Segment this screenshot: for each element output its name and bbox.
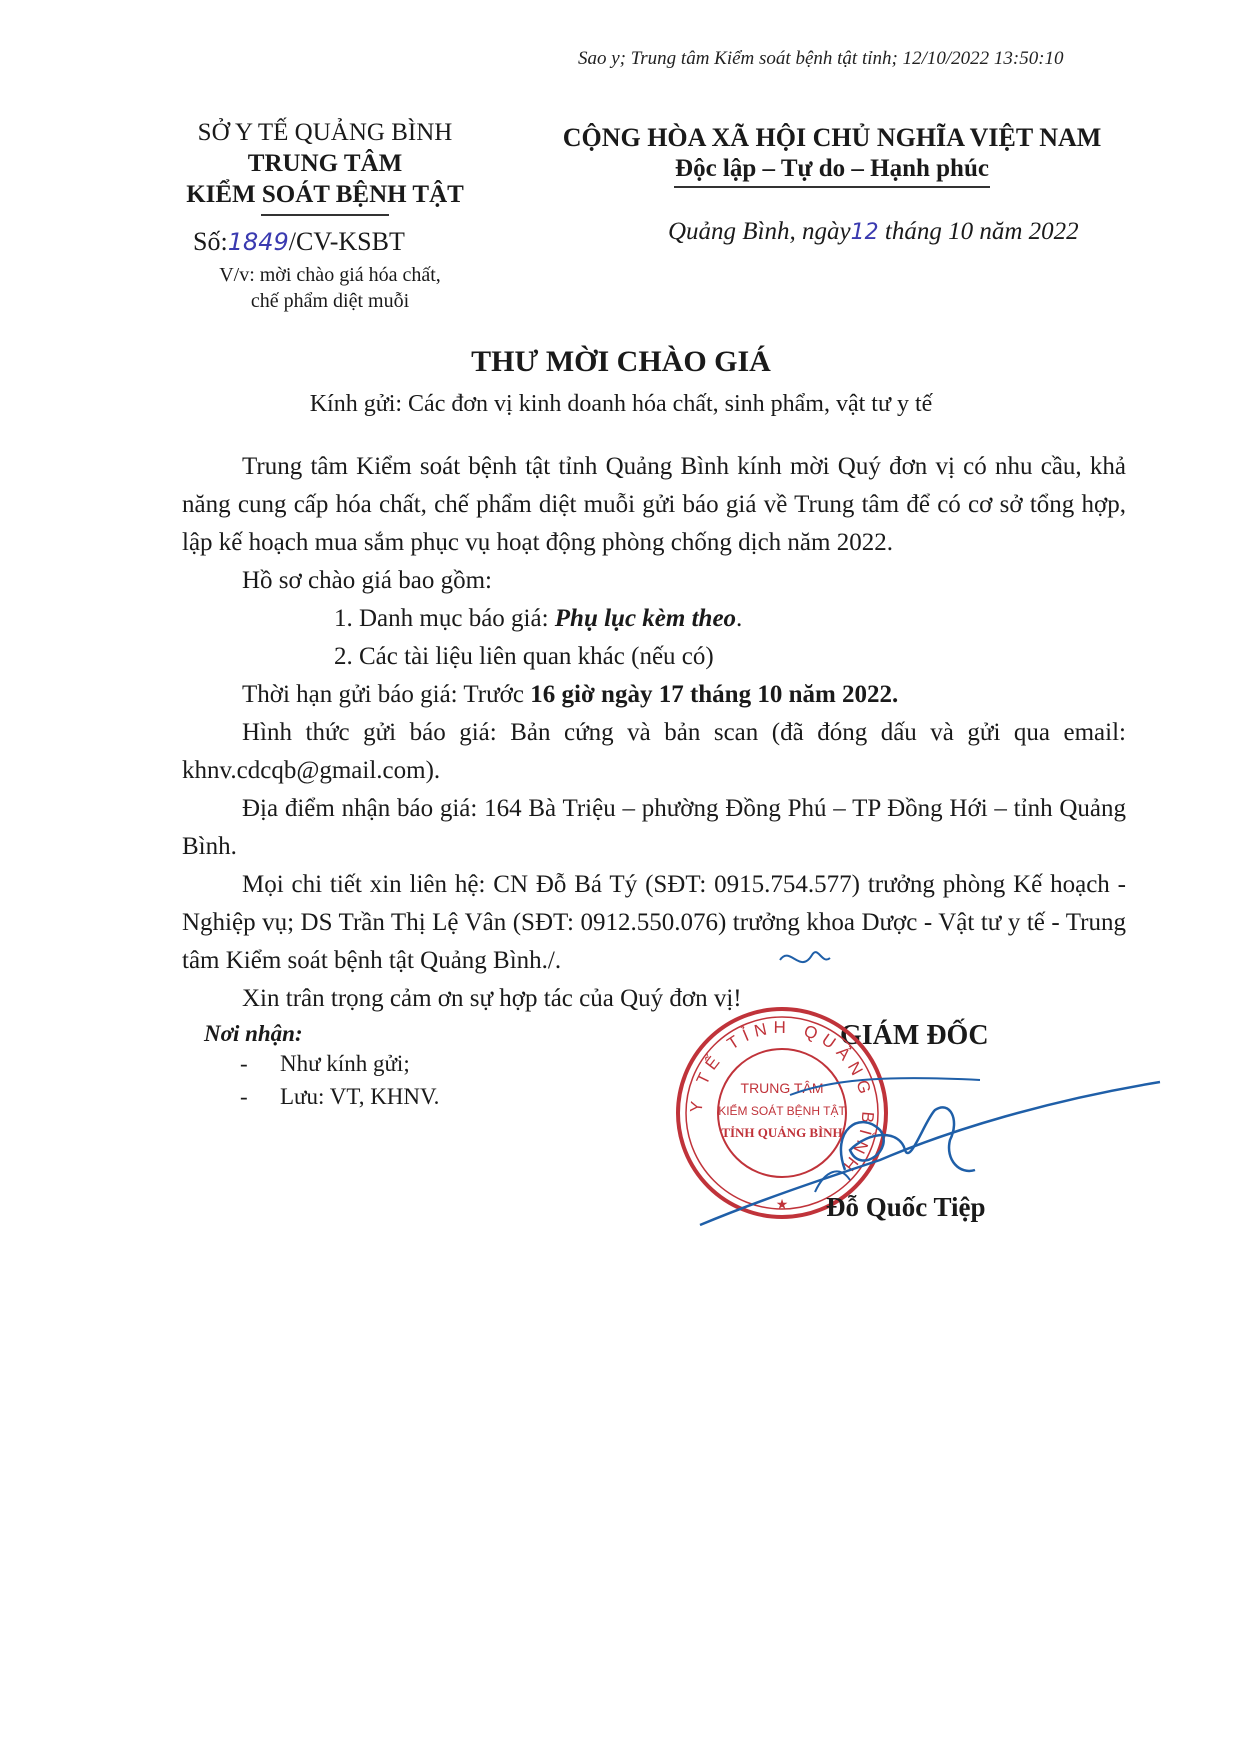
left-header-rule — [261, 214, 389, 216]
date-prefix: Quảng Bình, ngày — [668, 218, 851, 245]
doc-no-prefix: Số: — [193, 227, 228, 256]
recipient-dash-1: - — [240, 1051, 248, 1076]
seal-ring-text: Y TẾ TỈNH QUẢNG BÌNH — [686, 1017, 878, 1180]
unit-name-line1: TRUNG TÂM — [247, 150, 403, 177]
thanks-line: Xin trân trọng cảm ơn sự hợp tác của Quý đơn vị! — [242, 985, 742, 1012]
deadline-prefix: Thời hạn gửi báo giá: Trước — [242, 681, 531, 708]
dossier-item-1 — [182, 600, 1126, 638]
doc-no-handwritten: 1849 — [227, 228, 289, 256]
contact-info: Mọi chi tiết xin liên hệ: CN Đỗ Bá Tý (SĐT: 0915.754.577) trưởng phòng Kế hoạch - Nghiệp vụ; DS Trần Thị Lệ Vân (SĐT: 0912.550.076) trưởng khoa Dược - Vật tư y tế - Trung tâm Kiểm soát bệnh tật Quảng Bình./. — [182, 871, 1126, 974]
recipients-heading: Nơi nhận: — [204, 1021, 303, 1046]
agency-name: SỞ Y TẾ QUẢNG BÌNH — [197, 119, 453, 146]
doc-no-suffix: /CV-KSBT — [288, 227, 405, 256]
recipient-dash-2: - — [240, 1084, 248, 1109]
item1-end: . — [736, 605, 743, 632]
seal-star-icon: ★ — [775, 1197, 789, 1213]
nation-name: CỘNG HÒA XÃ HỘI CHỦ NGHĨA VIỆT NAM — [562, 123, 1102, 152]
document-title: THƯ MỜI CHÀO GIÁ — [471, 345, 771, 378]
motto: Độc lập – Tự do – Hạnh phúc — [675, 155, 989, 182]
seal-line3: TỈNH QUẢNG BÌNH — [721, 1125, 843, 1140]
deadline — [182, 676, 1126, 714]
item1-prefix: 1. Danh mục báo giá: — [334, 605, 555, 632]
recipient-line: Kính gửi: Các đơn vị kinh doanh hóa chất, sinh phẩm, vật tư y tế — [309, 391, 933, 417]
intro-paragraph: Trung tâm Kiểm soát bệnh tật tỉnh Quảng Bình kính mời Quý đơn vị có nhu cầu, khả năng cung cấp hóa chất, chế phẩm diệt muỗi gửi báo giá về Trung tâm để có cơ sở tổng hợp, lập kế hoạch mua sắm phục vụ hoạt động phòng chống dịch năm 2022. — [182, 453, 1126, 556]
svg-text:Y TẾ TỈNH QUẢNG BÌNH — [687, 1018, 878, 1179]
date-day-handwritten: 12 — [850, 220, 879, 245]
recipient-item-1: Như kính gửi; — [280, 1051, 410, 1076]
signer-name: Đỗ Quốc Tiệp — [826, 1192, 986, 1222]
subject-line1: V/v: mời chào giá hóa chất, — [219, 264, 441, 286]
seal-line2: KIỂM SOÁT BỆNH TẬT — [718, 1104, 846, 1118]
submission-method: Hình thức gửi báo giá: Bản cứng và bản scan (đã đóng dấu và gửi qua email: khnv.cdcqb@gmail.com). — [182, 719, 1126, 784]
recipient-item-2: Lưu: VT, KHNV. — [280, 1084, 440, 1109]
date-suffix: tháng 10 năm 2022 — [878, 218, 1079, 245]
signer-title: GIÁM ĐỐC — [840, 1020, 989, 1051]
letter-body — [182, 448, 1126, 1018]
left-header — [170, 118, 480, 216]
subject — [180, 262, 480, 314]
document-number — [193, 227, 405, 257]
item1-emphasis: Phụ lục kèm theo — [554, 605, 737, 632]
subject-line2: chế phẩm diệt muỗi — [250, 290, 410, 312]
right-header — [532, 122, 1132, 188]
motto-rule — [674, 186, 990, 188]
dossier-item-2: 2. Các tài liệu liên quan khác (nếu có) — [334, 643, 714, 670]
dossier-heading: Hồ sơ chào giá bao gồm: — [242, 567, 492, 594]
unit-name-line2: KIỂM SOÁT BỆNH TẬT — [186, 181, 464, 208]
seal-line1: TRUNG TÂM — [740, 1080, 824, 1096]
submission-address: Địa điểm nhận báo giá: 164 Bà Triệu – phường Đồng Phú – TP Đồng Hới – tỉnh Quảng Bình. — [182, 795, 1126, 860]
issue-date — [668, 218, 1079, 246]
deadline-date: 16 giờ ngày 17 tháng 10 năm 2022. — [530, 681, 899, 708]
official-seal — [672, 1003, 892, 1223]
copy-stamp: Sao y; Trung tâm Kiểm soát bệnh tật tỉnh; 12/10/2022 13:50:10 — [578, 48, 1064, 69]
